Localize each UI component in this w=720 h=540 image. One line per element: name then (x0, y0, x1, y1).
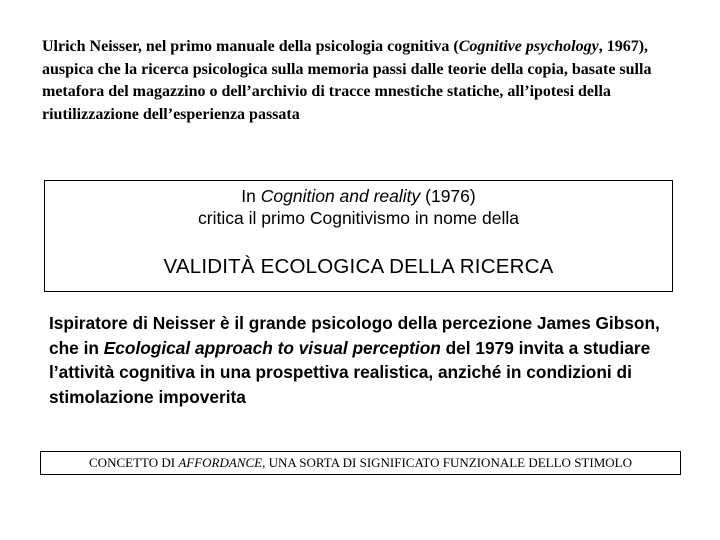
intro-book-title: Cognitive psychology (458, 38, 599, 55)
intro-text-start: Ulrich Neisser, nel primo manuale della psicologia cognitiva ( (42, 38, 459, 55)
box-line-1-prefix: In (241, 186, 261, 206)
box-line-1 (45, 185, 672, 207)
gibson-book-title: Ecological approach to visual perception (103, 337, 441, 358)
intro-text-end: , 1967), auspica che la ricerca psicologica sulla memoria passi dalle teorie della copia, basate sulla metafora del magazzino o dell’archivio di tracce mnestiche statiche, all’ipotesi della riutilizzazione dell’esperienza passata (42, 38, 652, 123)
intro-paragraph (42, 36, 682, 126)
gibson-text-end: del 1979 invita a studiare l’attività cognitiva in una prospettiva realistica, anziché in condizioni di stimolazione impoverita (49, 337, 651, 407)
concept-suffix: UNA SORTA DI SIGNIFICATO FUNZIONALE DELLO STIMOLO (265, 455, 632, 470)
ecological-validity-box (44, 180, 673, 292)
concept-term: AFFORDANCE, (178, 455, 266, 470)
box-book-title: Cognition and reality (260, 186, 421, 206)
box-line-2: critica il primo Cognitivismo in nome della (198, 208, 519, 228)
affordance-concept-box (40, 451, 681, 475)
gibson-text-start: Ispiratore di Neisser è il grande psicologo della percezione James Gibson, che in (49, 313, 660, 358)
concept-prefix: CONCETTO DI (89, 455, 179, 470)
gibson-paragraph (49, 311, 689, 409)
box-headline: VALIDITÀ ECOLOGICA DELLA RICERCA (163, 255, 554, 278)
box-line-1-suffix: (1976) (420, 186, 476, 206)
